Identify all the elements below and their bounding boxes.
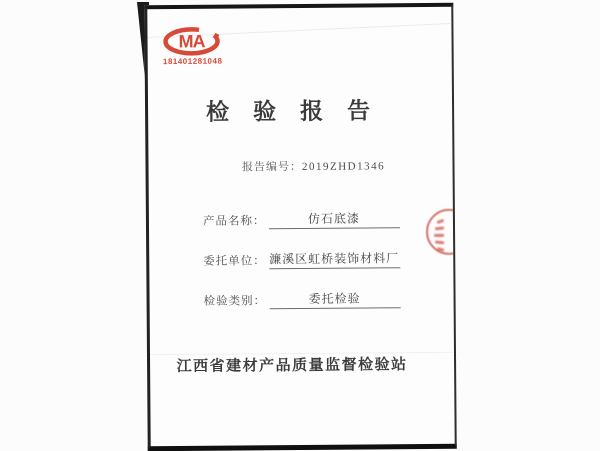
- report-number-line: [161, 157, 456, 175]
- seal-glyph: [437, 219, 445, 224]
- report-number-label: 报告编号：: [241, 160, 303, 174]
- seal-glyph: [435, 226, 444, 230]
- report-title: 检验报告: [205, 98, 395, 125]
- field-value: 仿石底漆: [268, 209, 399, 229]
- issuing-organization: 江西省建材产品质量监督检验站: [176, 357, 408, 375]
- field-value: 委托检验: [269, 289, 400, 309]
- field-row-product-name: [203, 210, 433, 230]
- seal-glyph: [437, 247, 445, 252]
- report-fields: [203, 210, 434, 332]
- field-label: 产品名称：: [202, 215, 266, 228]
- seal-glyph: [435, 240, 444, 244]
- field-label: 检验类别：: [203, 295, 267, 308]
- field-row-inspection-type: [204, 290, 434, 310]
- report-page: [144, 3, 456, 451]
- seal-glyph: [434, 234, 444, 237]
- field-label: 委托单位：: [203, 255, 266, 268]
- report-number-value: 2019ZHD1346: [301, 160, 386, 173]
- field-value: 濂溪区虹桥装饰材料厂: [269, 249, 400, 269]
- field-row-client-unit: [203, 250, 433, 270]
- svg-text:MA: MA: [178, 31, 205, 52]
- cma-certificate-number: 181401281048: [162, 56, 223, 67]
- cma-logo-icon: [162, 27, 224, 56]
